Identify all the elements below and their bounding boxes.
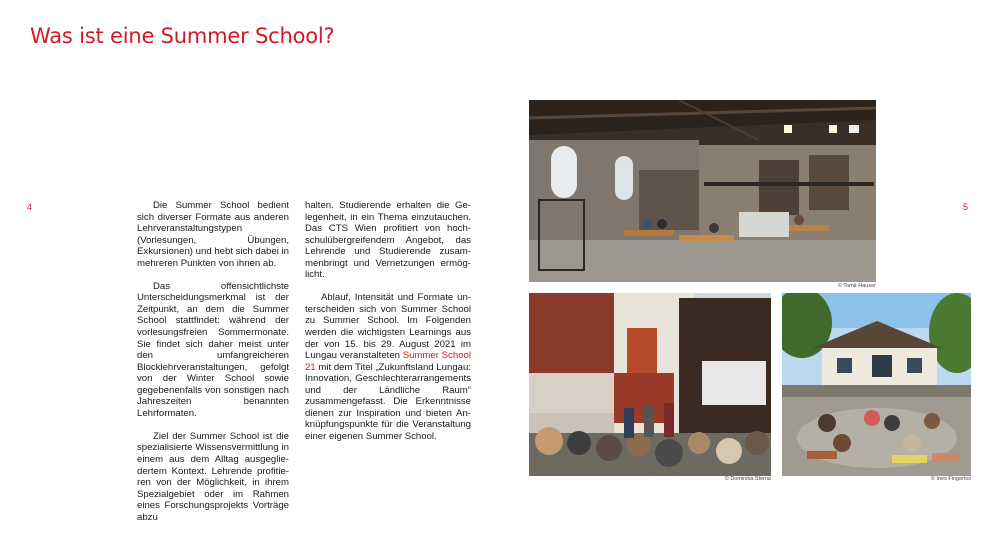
paragraph: Die Summer School bedient sich diverser Formate aus anderen Lehrveranstaltungstypen (Vorlesungen, Übungen, Exkursionen) und hebt sich dabei in mehreren Punkten von ihnen ab. [137, 200, 289, 269]
paragraph: Ziel der Summer School ist die spezialisierte Wissensvermittlung in einem aus dem Alltag ausgegliedertem Kontext. Lehrende profitieren von der Möglichkeit, in ihrem Spezialgebiet oder im Rahmen eines Forschungsprojekts Vorträge abzu [137, 430, 289, 523]
page-number-right: 5 [963, 202, 969, 212]
text-column-1 [137, 200, 289, 535]
photo-credit: © Ines Fingerlos [930, 476, 971, 482]
paragraph: Das offensichtlichste Unterscheidungsmerkmal ist der Zeitpunkt, an dem die Summer School stattfindet: während der vorlesungsfreien Sommermonate. Sie findet sich daher meist unter den umfangreicheren Blocklehrveranstaltungen, gefolgt von der Winter School sowie gegebenenfalls von sonstigen nach Jahreszeiten benannten Lehrformaten. [137, 280, 289, 419]
photo-credit: © Dominika Sterna [724, 476, 771, 482]
paragraph [305, 292, 471, 442]
page-title: Was ist eine Summer School? [30, 24, 335, 48]
photo-credit: © Tomé Hauser [837, 283, 876, 289]
page-number-left: 4 [27, 202, 33, 212]
summer-school-link[interactable]: Summer School 21 [305, 350, 471, 373]
text-column-2 [305, 200, 471, 454]
photo-garden-group [782, 293, 971, 476]
paragraph-text: Ablauf, Intensität und Formate unterscheiden sich von Summer School zu Summer School. Im Folgenden werden die wichtigsten Learnings aus der von 15. bis 29. August 2021 im Lungau veranstalteten [305, 292, 471, 362]
paragraph-text: mit dem Titel „Zukunftsland Lungau: Innovation, Geschlechterarrangements und der Ländliche Raum“ zusammengefasst. Die Erkenntnisse dienen zur Inspiration und bieten Anknüpfungspunkte für die Veranstaltung einer eigenen Summer School. [305, 361, 471, 442]
photo-workshop-hall [529, 100, 876, 282]
paragraph: halten. Studierende erhalten die Gelegenheit, in ein Thema einzutauchen. Das CTS Wien profitiert von hochschulübergreifendem Angebot, das Lehrende und Studierende zusammenbringt und Vernetzungen ermöglicht. [305, 200, 471, 281]
photo-barn-workshop [529, 293, 771, 476]
